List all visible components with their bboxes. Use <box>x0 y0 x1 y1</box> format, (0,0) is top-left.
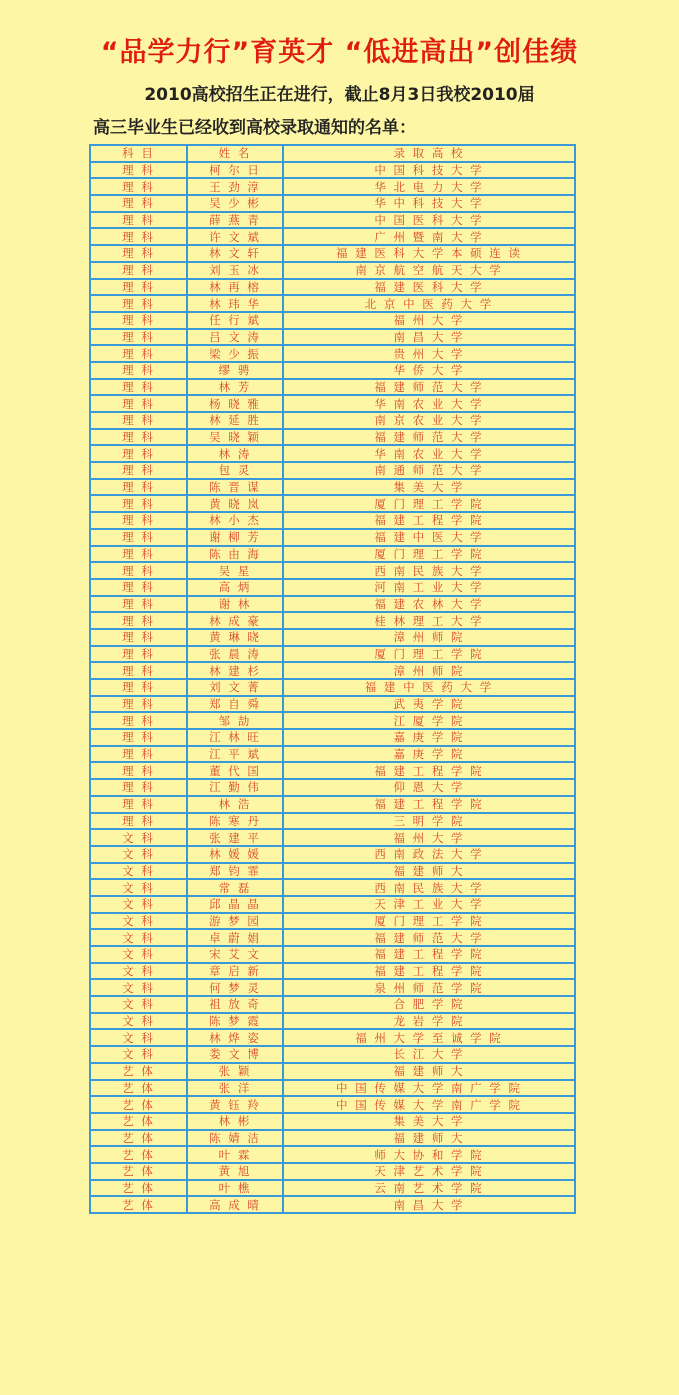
cell-subject: 艺 体 <box>90 1163 187 1180</box>
cell-subject: 文 科 <box>90 846 187 863</box>
cell-university: 嘉 庚 学 院 <box>283 746 575 763</box>
table-row <box>90 562 575 579</box>
cell-university: 泉 州 师 范 学 院 <box>283 979 575 996</box>
cell-student-name: 陈 梦 霞 <box>187 1013 283 1030</box>
cell-subject: 文 科 <box>90 1046 187 1063</box>
cell-university: 江 厦 学 院 <box>283 712 575 729</box>
cell-subject: 理 科 <box>90 746 187 763</box>
table-row <box>90 979 575 996</box>
table-row <box>90 1013 575 1030</box>
cell-subject: 理 科 <box>90 429 187 446</box>
cell-student-name: 江 勤 伟 <box>187 779 283 796</box>
table-row <box>90 1130 575 1147</box>
table-header-row <box>90 145 575 162</box>
cell-subject: 理 科 <box>90 495 187 512</box>
cell-student-name: 张 建 平 <box>187 829 283 846</box>
cell-student-name: 谢 柳 芳 <box>187 529 283 546</box>
cell-student-name: 郑 自 舜 <box>187 696 283 713</box>
cell-student-name: 林 建 杉 <box>187 662 283 679</box>
cell-university: 福 州 大 学 <box>283 829 575 846</box>
cell-subject: 理 科 <box>90 529 187 546</box>
cell-student-name: 柯 尔 日 <box>187 162 283 179</box>
cell-student-name: 包 灵 <box>187 462 283 479</box>
cell-university: 福 建 师 范 大 学 <box>283 929 575 946</box>
table-row <box>90 913 575 930</box>
cell-student-name: 林 媛 媛 <box>187 846 283 863</box>
cell-student-name: 薛 燕 青 <box>187 212 283 229</box>
cell-university: 漳 州 师 院 <box>283 629 575 646</box>
cell-university: 福 建 工 程 学 院 <box>283 946 575 963</box>
table-row <box>90 479 575 496</box>
cell-subject: 理 科 <box>90 712 187 729</box>
cell-university: 三 明 学 院 <box>283 813 575 830</box>
cell-subject: 理 科 <box>90 362 187 379</box>
cell-student-name: 陈 晋 谋 <box>187 479 283 496</box>
table-row <box>90 879 575 896</box>
cell-student-name: 刘 文 菁 <box>187 679 283 696</box>
table-row <box>90 946 575 963</box>
table-row <box>90 662 575 679</box>
cell-university: 福 建 工 程 学 院 <box>283 963 575 980</box>
cell-university: 河 南 工 业 大 学 <box>283 579 575 596</box>
cell-subject: 理 科 <box>90 796 187 813</box>
table-row <box>90 295 575 312</box>
cell-student-name: 章 启 新 <box>187 963 283 980</box>
cell-subject: 文 科 <box>90 863 187 880</box>
cell-university: 长 江 大 学 <box>283 1046 575 1063</box>
cell-university: 中 国 医 科 大 学 <box>283 212 575 229</box>
cell-student-name: 吴 少 彬 <box>187 195 283 212</box>
column-header-name: 姓 名 <box>187 145 283 162</box>
cell-subject: 理 科 <box>90 679 187 696</box>
cell-subject: 理 科 <box>90 345 187 362</box>
cell-subject: 理 科 <box>90 412 187 429</box>
cell-student-name: 杨 晓 雅 <box>187 395 283 412</box>
cell-subject: 艺 体 <box>90 1080 187 1097</box>
cell-university: 福 建 师 大 <box>283 863 575 880</box>
cell-subject: 艺 体 <box>90 1063 187 1080</box>
cell-subject: 艺 体 <box>90 1180 187 1197</box>
cell-subject: 理 科 <box>90 178 187 195</box>
table-row <box>90 929 575 946</box>
cell-university: 华 侨 大 学 <box>283 362 575 379</box>
cell-university: 南 京 航 空 航 天 大 学 <box>283 262 575 279</box>
cell-subject: 理 科 <box>90 646 187 663</box>
cell-subject: 理 科 <box>90 162 187 179</box>
cell-university: 仰 恩 大 学 <box>283 779 575 796</box>
cell-student-name: 任 行 斌 <box>187 312 283 329</box>
cell-subject: 文 科 <box>90 1029 187 1046</box>
cell-student-name: 林 芳 <box>187 379 283 396</box>
cell-student-name: 黄 钰 羚 <box>187 1096 283 1113</box>
cell-university: 集 美 大 学 <box>283 479 575 496</box>
table-row <box>90 312 575 329</box>
cell-university: 福 建 师 范 大 学 <box>283 379 575 396</box>
cell-university: 厦 门 理 工 学 院 <box>283 546 575 563</box>
table-row <box>90 1196 575 1213</box>
cell-subject: 理 科 <box>90 262 187 279</box>
table-row <box>90 963 575 980</box>
cell-student-name: 林 再 榕 <box>187 279 283 296</box>
cell-subject: 理 科 <box>90 212 187 229</box>
table-row <box>90 212 575 229</box>
table-row <box>90 1096 575 1113</box>
subtitle-line-2: 高三毕业生已经收到高校录取通知的名单： <box>93 118 416 138</box>
cell-student-name: 娄 文 博 <box>187 1046 283 1063</box>
cell-student-name: 谢 林 <box>187 596 283 613</box>
cell-university: 天 津 艺 术 学 院 <box>283 1163 575 1180</box>
table-row <box>90 1180 575 1197</box>
cell-student-name: 陈 由 海 <box>187 546 283 563</box>
table-row <box>90 395 575 412</box>
table-row <box>90 1146 575 1163</box>
cell-subject: 艺 体 <box>90 1130 187 1147</box>
cell-subject: 文 科 <box>90 963 187 980</box>
table-row <box>90 696 575 713</box>
cell-university: 福 建 工 程 学 院 <box>283 796 575 813</box>
table-row <box>90 345 575 362</box>
cell-subject: 文 科 <box>90 896 187 913</box>
cell-student-name: 邱 晶 晶 <box>187 896 283 913</box>
table-row <box>90 195 575 212</box>
subtitle-line-1: 2010高校招生正在进行，截止8月3日我校2010届 <box>144 85 535 105</box>
cell-student-name: 邹 劼 <box>187 712 283 729</box>
cell-student-name: 许 文 斌 <box>187 228 283 245</box>
cell-university: 北 京 中 医 药 大 学 <box>283 295 575 312</box>
cell-student-name: 江 平 斌 <box>187 746 283 763</box>
cell-university: 西 南 民 族 大 学 <box>283 879 575 896</box>
cell-subject: 理 科 <box>90 512 187 529</box>
cell-student-name: 祖 放 奇 <box>187 996 283 1013</box>
cell-university: 天 津 工 业 大 学 <box>283 896 575 913</box>
cell-university: 华 北 电 力 大 学 <box>283 178 575 195</box>
table-row <box>90 1163 575 1180</box>
cell-subject: 文 科 <box>90 879 187 896</box>
table-row <box>90 1113 575 1130</box>
cell-university: 厦 门 理 工 学 院 <box>283 495 575 512</box>
table-row <box>90 846 575 863</box>
cell-university: 福 建 中 医 药 大 学 <box>283 679 575 696</box>
cell-student-name: 卓 蔚 娟 <box>187 929 283 946</box>
table-row <box>90 779 575 796</box>
cell-subject: 理 科 <box>90 395 187 412</box>
cell-subject: 理 科 <box>90 445 187 462</box>
table-row <box>90 896 575 913</box>
cell-subject: 文 科 <box>90 913 187 930</box>
cell-subject: 文 科 <box>90 996 187 1013</box>
cell-student-name: 林 成 豪 <box>187 612 283 629</box>
cell-university: 南 昌 大 学 <box>283 329 575 346</box>
cell-student-name: 张 颖 <box>187 1063 283 1080</box>
cell-student-name: 吴 晓 颖 <box>187 429 283 446</box>
table-row <box>90 245 575 262</box>
table-row <box>90 829 575 846</box>
table-row <box>90 529 575 546</box>
table-row <box>90 362 575 379</box>
cell-subject: 理 科 <box>90 813 187 830</box>
table-row <box>90 495 575 512</box>
cell-university: 中 国 传 媒 大 学 南 广 学 院 <box>283 1080 575 1097</box>
table-row <box>90 813 575 830</box>
table-row <box>90 746 575 763</box>
cell-university: 华 中 科 技 大 学 <box>283 195 575 212</box>
cell-student-name: 黄 琳 晓 <box>187 629 283 646</box>
cell-subject: 理 科 <box>90 579 187 596</box>
cell-student-name: 叶 霖 <box>187 1146 283 1163</box>
table-row <box>90 679 575 696</box>
table-row <box>90 262 575 279</box>
cell-subject: 理 科 <box>90 329 187 346</box>
cell-student-name: 高 炳 <box>187 579 283 596</box>
cell-student-name: 王 劲 淳 <box>187 178 283 195</box>
table-row <box>90 1046 575 1063</box>
cell-student-name: 宋 艾 文 <box>187 946 283 963</box>
table-row <box>90 329 575 346</box>
table-row <box>90 996 575 1013</box>
cell-university: 南 昌 大 学 <box>283 1196 575 1213</box>
table-row <box>90 712 575 729</box>
cell-university: 贵 州 大 学 <box>283 345 575 362</box>
cell-student-name: 江 林 旺 <box>187 729 283 746</box>
cell-university: 福 建 工 程 学 院 <box>283 512 575 529</box>
cell-student-name: 吕 文 涛 <box>187 329 283 346</box>
table-row <box>90 279 575 296</box>
cell-university: 西 南 民 族 大 学 <box>283 562 575 579</box>
cell-student-name: 林 延 胜 <box>187 412 283 429</box>
cell-student-name: 林 浩 <box>187 796 283 813</box>
cell-subject: 理 科 <box>90 312 187 329</box>
cell-university: 云 南 艺 术 学 院 <box>283 1180 575 1197</box>
table-row <box>90 412 575 429</box>
cell-university: 福 建 师 大 <box>283 1130 575 1147</box>
cell-university: 广 州 暨 南 大 学 <box>283 228 575 245</box>
cell-university: 福 建 工 程 学 院 <box>283 762 575 779</box>
cell-student-name: 林 烨 姿 <box>187 1029 283 1046</box>
cell-student-name: 林 小 杰 <box>187 512 283 529</box>
cell-university: 南 通 师 范 大 学 <box>283 462 575 479</box>
cell-subject: 理 科 <box>90 696 187 713</box>
cell-subject: 理 科 <box>90 762 187 779</box>
cell-subject: 理 科 <box>90 612 187 629</box>
table-row <box>90 612 575 629</box>
cell-university: 厦 门 理 工 学 院 <box>283 646 575 663</box>
cell-subject: 理 科 <box>90 729 187 746</box>
cell-subject: 理 科 <box>90 228 187 245</box>
column-header-subject: 科 目 <box>90 145 187 162</box>
cell-university: 福 建 医 科 大 学 本 硕 连 读 <box>283 245 575 262</box>
cell-subject: 理 科 <box>90 462 187 479</box>
cell-university: 福 建 中 医 大 学 <box>283 529 575 546</box>
table-row <box>90 445 575 462</box>
cell-university: 福 州 大 学 至 诚 学 院 <box>283 1029 575 1046</box>
table-row <box>90 729 575 746</box>
cell-subject: 文 科 <box>90 979 187 996</box>
cell-university: 桂 林 理 工 大 学 <box>283 612 575 629</box>
cell-student-name: 吴 星 <box>187 562 283 579</box>
cell-subject: 文 科 <box>90 829 187 846</box>
cell-student-name: 林 玮 华 <box>187 295 283 312</box>
table-row <box>90 579 575 596</box>
table-row <box>90 546 575 563</box>
cell-student-name: 梁 少 振 <box>187 345 283 362</box>
cell-subject: 理 科 <box>90 779 187 796</box>
cell-subject: 理 科 <box>90 279 187 296</box>
cell-subject: 理 科 <box>90 245 187 262</box>
cell-student-name: 黄 晓 岚 <box>187 495 283 512</box>
table-row <box>90 512 575 529</box>
page-title: “品学力行”育英才 “低进高出”创佳绩 <box>100 37 579 68</box>
cell-student-name: 林 文 轩 <box>187 245 283 262</box>
cell-university: 西 南 政 法 大 学 <box>283 846 575 863</box>
table-row <box>90 596 575 613</box>
cell-subject: 艺 体 <box>90 1096 187 1113</box>
cell-subject: 理 科 <box>90 662 187 679</box>
table-row <box>90 379 575 396</box>
cell-university: 福 建 师 大 <box>283 1063 575 1080</box>
table-row <box>90 178 575 195</box>
cell-subject: 文 科 <box>90 1013 187 1030</box>
table-row <box>90 1063 575 1080</box>
table-row <box>90 162 575 179</box>
cell-university: 漳 州 师 院 <box>283 662 575 679</box>
cell-university: 华 南 农 业 大 学 <box>283 445 575 462</box>
cell-subject: 理 科 <box>90 546 187 563</box>
cell-university: 合 肥 学 院 <box>283 996 575 1013</box>
cell-university: 集 美 大 学 <box>283 1113 575 1130</box>
cell-student-name: 林 彬 <box>187 1113 283 1130</box>
table-row <box>90 429 575 446</box>
cell-university: 嘉 庚 学 院 <box>283 729 575 746</box>
table-row <box>90 1029 575 1046</box>
cell-subject: 文 科 <box>90 946 187 963</box>
cell-subject: 艺 体 <box>90 1113 187 1130</box>
cell-student-name: 董 代 国 <box>187 762 283 779</box>
cell-student-name: 陈 婧 洁 <box>187 1130 283 1147</box>
table-row <box>90 796 575 813</box>
admission-table <box>89 144 576 1214</box>
cell-subject: 艺 体 <box>90 1146 187 1163</box>
cell-university: 福 建 农 林 大 学 <box>283 596 575 613</box>
cell-university: 福 州 大 学 <box>283 312 575 329</box>
cell-university: 中 国 传 媒 大 学 南 广 学 院 <box>283 1096 575 1113</box>
cell-student-name: 缪 骋 <box>187 362 283 379</box>
cell-student-name: 黄 旭 <box>187 1163 283 1180</box>
cell-student-name: 郑 钧 霏 <box>187 863 283 880</box>
cell-subject: 文 科 <box>90 929 187 946</box>
cell-university: 厦 门 理 工 学 院 <box>283 913 575 930</box>
table-row <box>90 762 575 779</box>
cell-student-name: 游 梦 园 <box>187 913 283 930</box>
table-row <box>90 1080 575 1097</box>
cell-subject: 理 科 <box>90 596 187 613</box>
cell-student-name: 陈 寒 丹 <box>187 813 283 830</box>
table-row <box>90 863 575 880</box>
cell-subject: 理 科 <box>90 195 187 212</box>
cell-student-name: 张 洋 <box>187 1080 283 1097</box>
cell-subject: 理 科 <box>90 629 187 646</box>
cell-subject: 理 科 <box>90 562 187 579</box>
cell-university: 中 国 科 技 大 学 <box>283 162 575 179</box>
cell-university: 武 夷 学 院 <box>283 696 575 713</box>
table-row <box>90 629 575 646</box>
cell-subject: 艺 体 <box>90 1196 187 1213</box>
cell-university: 福 建 师 范 大 学 <box>283 429 575 446</box>
cell-student-name: 叶 樵 <box>187 1180 283 1197</box>
cell-university: 福 建 医 科 大 学 <box>283 279 575 296</box>
cell-university: 华 南 农 业 大 学 <box>283 395 575 412</box>
table-body <box>90 162 575 1213</box>
table-row <box>90 462 575 479</box>
cell-university: 龙 岩 学 院 <box>283 1013 575 1030</box>
cell-student-name: 张 晨 涛 <box>187 646 283 663</box>
cell-university: 南 京 农 业 大 学 <box>283 412 575 429</box>
cell-university: 师 大 协 和 学 院 <box>283 1146 575 1163</box>
cell-student-name: 高 成 晴 <box>187 1196 283 1213</box>
table-row <box>90 228 575 245</box>
column-header-university: 录 取 高 校 <box>283 145 575 162</box>
table-row <box>90 646 575 663</box>
cell-student-name: 常 磊 <box>187 879 283 896</box>
cell-subject: 理 科 <box>90 295 187 312</box>
cell-student-name: 何 梦 灵 <box>187 979 283 996</box>
cell-student-name: 刘 玉 冰 <box>187 262 283 279</box>
cell-subject: 理 科 <box>90 379 187 396</box>
cell-student-name: 林 涛 <box>187 445 283 462</box>
cell-subject: 理 科 <box>90 479 187 496</box>
